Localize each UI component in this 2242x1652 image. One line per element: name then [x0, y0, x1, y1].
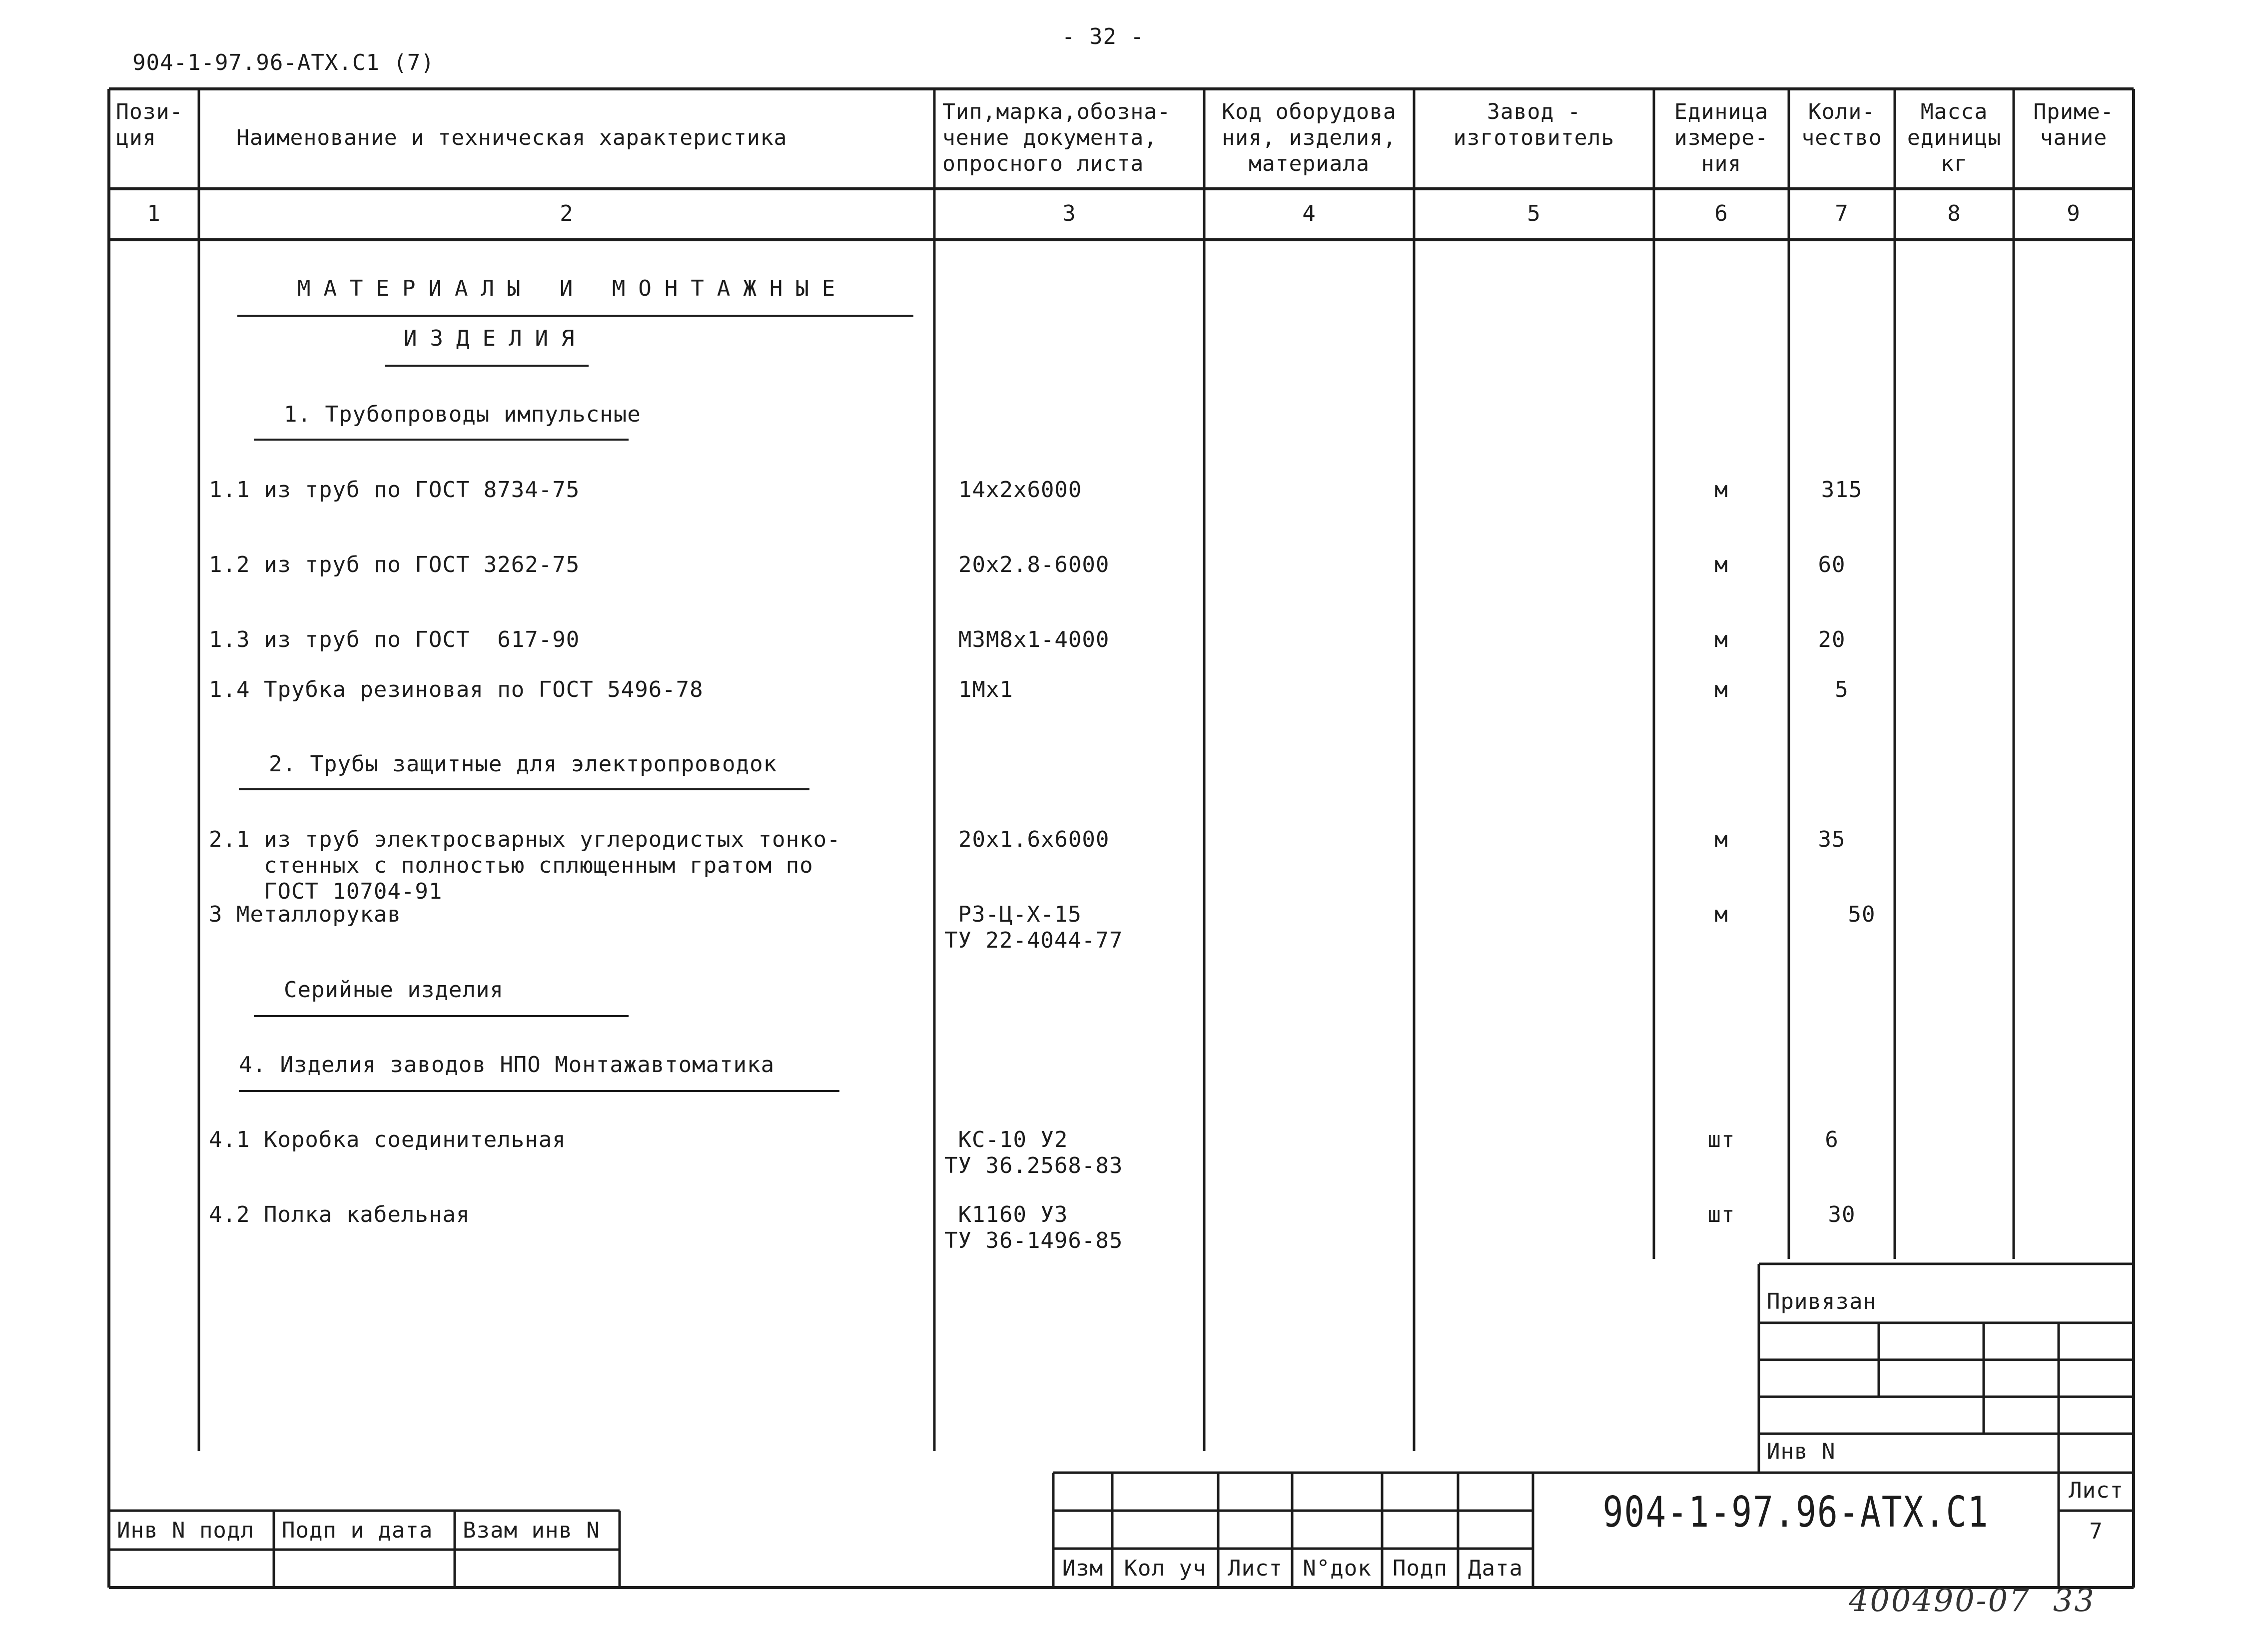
header-col-3: Тип,марка,обозна- чение документа, опросного листа [942, 99, 1171, 176]
change-label-kol-uch: Кол уч [1124, 1556, 1207, 1581]
row-unit: м [1714, 827, 1728, 852]
row-type: Р3-Ц-Х-15 ТУ 22-4044-77 [944, 902, 1123, 953]
col-num-8: 8 [1947, 201, 1961, 226]
page-number: - 32 - [1062, 24, 1144, 49]
row-qty: 30 [1828, 1202, 1856, 1227]
row-qty: 315 [1821, 477, 1863, 503]
row-unit: м [1714, 627, 1728, 652]
col-num-4: 4 [1302, 201, 1316, 226]
heading-protective-pipes: 2. Трубы защитные для электропроводок [269, 751, 777, 777]
header-col-7: Коли- чество [1801, 99, 1882, 150]
header-col-1: Пози- ция [116, 99, 183, 150]
col-num-9: 9 [2067, 201, 2081, 226]
row-name: 1.1 из труб по ГОСТ 8734-75 [209, 477, 580, 503]
podp-i-data-label: Подп и дата [282, 1518, 433, 1543]
row-type: 20х1.6х6000 [958, 827, 1110, 852]
row-type: 14х2х6000 [958, 477, 1082, 503]
col-num-6: 6 [1714, 201, 1728, 226]
row-name: 1.3 из труб по ГОСТ 617-90 [209, 627, 580, 652]
title-block-doc-code: 904-1-97.96-АТХ.С1 [1602, 1488, 1989, 1538]
inv-n-label: Инв N [1767, 1439, 1836, 1464]
row-qty: 60 [1818, 552, 1846, 577]
section-title-line2: ИЗДЕЛИЯ [404, 326, 588, 351]
header-col-5: Завод - изготовитель [1453, 99, 1615, 150]
row-name: 4.1 Коробка соединительная [209, 1127, 566, 1152]
row-unit: м [1714, 477, 1728, 503]
row-unit: шт [1707, 1127, 1735, 1152]
sheet-number: 7 [2089, 1519, 2103, 1544]
col-num-3: 3 [1062, 201, 1076, 226]
change-label-podp: Подп [1393, 1556, 1448, 1581]
row-type: 1Мх1 [958, 677, 1013, 702]
header-col-2: Наименование и техническая характеристика [236, 125, 787, 150]
col-num-1: 1 [147, 201, 161, 226]
row-name: 4.2 Полка кабельная [209, 1202, 470, 1227]
row-unit: м [1714, 902, 1728, 927]
heading-npo-products: 4. Изделия заводов НПО Монтажавтоматика [239, 1052, 775, 1078]
section-title-line1: МАТЕРИАЛЫ И МОНТАЖНЫЕ [297, 276, 848, 301]
sheet-label: Лист [2069, 1478, 2124, 1503]
row-unit: м [1714, 552, 1728, 577]
row-name: 1.2 из труб по ГОСТ 3262-75 [209, 552, 580, 577]
row-type: М3М8х1-4000 [958, 627, 1110, 652]
header-col-6: Единица измере- ния [1674, 99, 1769, 176]
change-label-data: Дата [1468, 1556, 1523, 1581]
doc-code-top: 904-1-97.96-АТХ.С1 (7) [132, 50, 435, 75]
handwritten-note: 400490-07 33 [1849, 1582, 2096, 1619]
row-type: 20х2.8-6000 [958, 552, 1110, 577]
row-qty: 50 [1848, 902, 1876, 927]
row-type: КС-10 У2 ТУ 36.2568-83 [944, 1127, 1123, 1178]
col-num-2: 2 [560, 201, 574, 226]
header-col-9: Приме- чание [2033, 99, 2114, 150]
row-qty: 35 [1818, 827, 1846, 852]
heading-serial-products: Серийные изделия [284, 977, 504, 1003]
row-name: 3 Металлорукав [209, 902, 401, 927]
row-type: К1160 У3 ТУ 36-1496-85 [944, 1202, 1123, 1253]
row-unit: шт [1707, 1202, 1735, 1227]
row-qty: 6 [1825, 1127, 1839, 1152]
row-name: 2.1 из труб электросварных углеродистых тонко- стенных с полностью сплющенным гратом по ГОСТ 10704-91 [209, 827, 841, 904]
col-num-5: 5 [1527, 201, 1541, 226]
heading-impulse-pipes: 1. Трубопроводы импульсные [284, 402, 641, 427]
vzam-inv-n-label: Взам инв N [463, 1518, 600, 1543]
row-qty: 20 [1818, 627, 1846, 652]
inv-n-podl-label: Инв N подл [117, 1518, 254, 1543]
header-col-4: Код оборудова ния, изделия, материала [1222, 99, 1397, 176]
row-unit: м [1714, 677, 1728, 702]
row-qty: 5 [1835, 677, 1849, 702]
change-label-izm: Изм [1062, 1556, 1104, 1581]
header-col-8: Масса единицы кг [1907, 99, 2002, 176]
row-name: 1.4 Трубка резиновая по ГОСТ 5496-78 [209, 677, 704, 702]
change-label-list: Лист [1228, 1556, 1283, 1581]
privyazan-label: Привязан [1767, 1289, 1877, 1314]
change-label-n-dok: N°док [1303, 1556, 1372, 1581]
col-num-7: 7 [1835, 201, 1849, 226]
